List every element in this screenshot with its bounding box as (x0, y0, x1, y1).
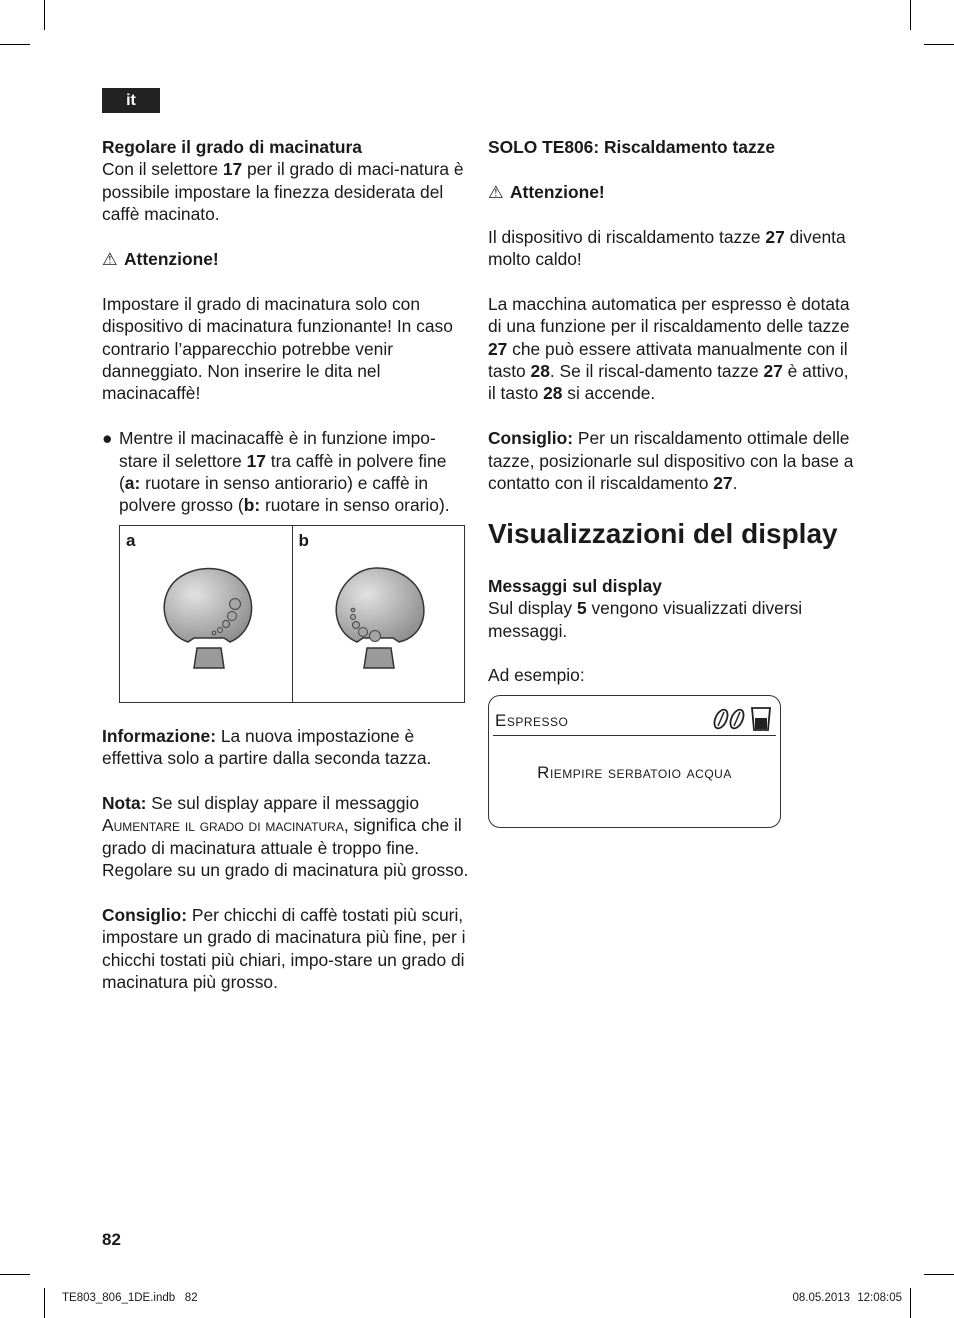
tip-paragraph: Consiglio: Per chicchi di caffè tostati più scuri, impostare un grado di macinatura più fine, per i chicchi tostati più chiari, impo-stare un grado di macinatura più grosso. (102, 905, 466, 993)
crop-mark (0, 44, 30, 45)
figure-panel-b (292, 526, 465, 702)
heating-warning-text: Il dispositivo di riscaldamento tazze 27 diventa molto caldo! (488, 226, 846, 269)
example-label: Ad esempio: (488, 665, 585, 686)
warning-text: Impostare il grado di macinatura solo con dispositivo di macinatura funzionante! In caso contrario l’apparecchio potrebbe venir danneggiato. Non inserire le dita nel macinacaffè! (102, 293, 453, 404)
warning-icon: ⚠ (488, 181, 504, 202)
display-divider (493, 735, 776, 736)
warning-heading: ⚠ Attenzione! (102, 249, 219, 270)
section-heading: Visualizzazioni del display (488, 517, 838, 549)
footer-file: TE803_806_1DE.indb 82 (62, 1292, 198, 1304)
display-message: Riempire serbatoio acqua (537, 762, 732, 782)
grinder-knob-icon (154, 562, 260, 672)
page-number: 82 (102, 1230, 121, 1249)
display-message-inline: Aumentare il grado di macinatura (102, 815, 344, 836)
footer-timestamp: 08.05.2013 12:08:05 (792, 1292, 902, 1304)
figure-panel-a (120, 526, 292, 702)
bean-strength-cup-icon (712, 704, 774, 734)
warning-icon: ⚠ (102, 249, 118, 270)
display-product-label: Espresso (495, 710, 569, 730)
crop-mark (924, 44, 954, 45)
language-tab: it (102, 88, 160, 113)
figure-label-b: b (298, 530, 309, 550)
crop-mark (0, 1274, 30, 1275)
display-example (488, 695, 781, 828)
info-paragraph: Informazione: La nuova impostazione è effettiva solo a partire dalla seconda tazza. (102, 725, 432, 769)
display-subheading: Messaggi sul display (488, 575, 662, 596)
heating-title: SOLO TE806: Riscaldamento tazze (488, 137, 776, 157)
nota-paragraph: Nota: Se sul display appare il messaggio Aumentare il grado di macinatura, significa che il grado di macinatura attuale è troppo fine. Regolare su un grado di macinatura più grosso. (102, 793, 469, 881)
crop-mark (910, 1288, 911, 1318)
left-column (102, 136, 472, 1016)
grinder-knob-icon (327, 562, 433, 672)
warning-heading: ⚠ Attenzione! (488, 181, 605, 202)
grinder-figure (119, 525, 465, 703)
display-paragraph: Sul display 5 vengono visualizzati diversi messaggi. (488, 598, 803, 641)
right-column (488, 136, 858, 828)
figure-label-a: a (126, 530, 136, 550)
heating-paragraph: La macchina automatica per espresso è dotata di una funzione per il riscaldamento delle tazze 27 che può essere attivata manualmente con il tasto 28. Se il riscal-damento tazze 27 è attivo, il tasto 28 si accende. (488, 293, 850, 404)
list-item: ● Mentre il macinacaffè è in funzione impo-stare il selettore 17 tra caffè in polvere fine (a: ruotare in senso antiorario) e caffè in polvere grosso (b: ruotare in senso orario). (102, 428, 450, 516)
heating-tip: Consiglio: Per un riscaldamento ottimale delle tazze, posizionarle sul dispositivo con la base a contatto con il riscaldamento 27. (488, 428, 854, 494)
grinding-title: Regolare il grado di macinatura (102, 137, 362, 157)
crop-mark (44, 0, 45, 30)
bullet-icon: ● (102, 428, 113, 449)
crop-mark (910, 0, 911, 30)
crop-mark (924, 1274, 954, 1275)
grinding-intro: Con il selettore 17 per il grado di maci-natura è possibile impostare la finezza desiderata del caffè macinato. (102, 159, 464, 225)
crop-mark (44, 1288, 45, 1318)
